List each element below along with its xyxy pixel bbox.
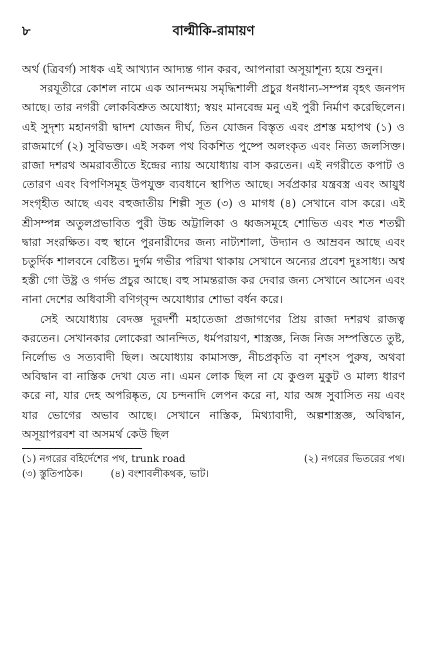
page-header (22, 22, 405, 42)
body-text (22, 60, 405, 444)
paragraph-1: অর্থ (ত্রিবর্গ) সাধক এই আখ্যান আদ্যন্ত গান করব, আপনারা অসূয়াশূন্য হয়ে শুনুন। (22, 63, 383, 76)
footnote-line-1 (22, 452, 405, 467)
footnote-line-2 (22, 467, 405, 482)
footnote-1: (১) নগরের বহির্দেশের পথ, trunk road (22, 454, 186, 466)
footnote-4: (৪) বংশাবলীকথক, ভাট। (110, 469, 209, 481)
footnotes (22, 452, 405, 482)
paragraph-3: সেই অযোধ্যায় বেদজ্ঞ দূরদর্শী মহাতেজা প্রজাগণের প্রিয় রাজা দশরথ রাজত্ব করতেন। সেখানকার লোকেরা আনন্দিত, ধর্মপরায়ণ, শাস্ত্রজ্ঞ, নিজ নিজ সম্পত্তিতে তুষ্ট, নির্লোভ ও সত্যবাদী ছিল। অযোধ্যায় কামাসক্ত, নীচপ্রকৃতি বা নৃশংস পুরুষ, অথবা অবিদ্বান বা নাস্তিক দেখা যেত না। এমন লোক ছিল না যে কুণ্ডল মুকুট ও মাল্য ধারণ করে না, যার দেহ অপরিষ্কৃত, যে চন্দনাদি লেপন করে না, যার অঙ্গ সুবাসিত নয় এবং যার ভোগের অভাব আছে। সেখানে নাস্তিক, মিথ্যাবাদী, অল্পশাস্ত্রজ্ঞ, অবিদ্বান, অসূয়াপরবশ বা অসমর্থ কেউ ছিল (22, 312, 405, 441)
footnote-rule (22, 448, 142, 449)
running-title: বাল্মীকি-রামায়ণ (172, 24, 255, 39)
page-number: ৮ (22, 24, 31, 39)
paragraph-2: সরযূতীরে কোশল নামে এক আনন্দময় সমৃদ্ধিশালী প্রচুর ধনধান্য-সম্পন্ন বৃহৎ জনপদ আছে। তার নগরী লোকবিশ্রুত অযোধ্যা; স্বয়ং মানবেন্দ্র মনু এই পুরী নির্মাণ করেছিলেন। এই সুদৃশ্য মহানগরী দ্বাদশ যোজন দীর্ঘ, তিন যোজন বিস্তৃত এবং প্রশস্ত মহাপথ (১) ও রাজমার্গে (২) সুবিভক্ত। এই সকল পথ বিকশিত পুষ্পে অলংকৃত এবং নিত্য জলসিক্ত। রাজা দশরথ অমরাবতীতে ইন্দ্রের ন্যায় অযোধ্যায় বাস করতেন। এই নগরীতে কপাট ও তোরণ এবং বিপণিসমূহ উপযুক্ত ব্যবধানে স্থাপিত আছে। সর্বপ্রকার যন্ত্রবস্ত্র এবং আয়ুধ সংগৃহীত আছে এবং বহুজাতীয় শিল্পী সূত (৩) ও মাগধ (৪) সেখানে বাস করে। এই শ্রীসম্পন্ন অতুলপ্রভাবিত পুরী উচ্চ অট্টালিকা ও ধ্বজসমূহে শোভিত এবং শত শতঘ্নী দ্বারা সংরক্ষিত। বহু স্থানে পুরনারীদের জন্য নাট্যশালা, উদ্যান ও আম্রবন আছে এবং চতুর্দিক শালবনে বেষ্টিত। দুর্গম গভীর পরিখা থাকায় সেখানে অন্যের প্রবেশ দুঃসাধ্য। অশ্ব হস্তী গো উষ্ট্র ও গর্দভ প্রচুর আছে। বহু সামন্তরাজ কর দেবার জন্য সেখানে আসেন এবং নানা দেশের অধিবাসী বণিগ্‌বৃন্দ অযোধ্যার শোভা বর্ধন করে। (22, 82, 405, 307)
footnote-3: (৩) স্তুতিপাঠক। (22, 469, 83, 481)
footnote-2: (২) নগরের ভিতরের পথ। (303, 454, 405, 466)
